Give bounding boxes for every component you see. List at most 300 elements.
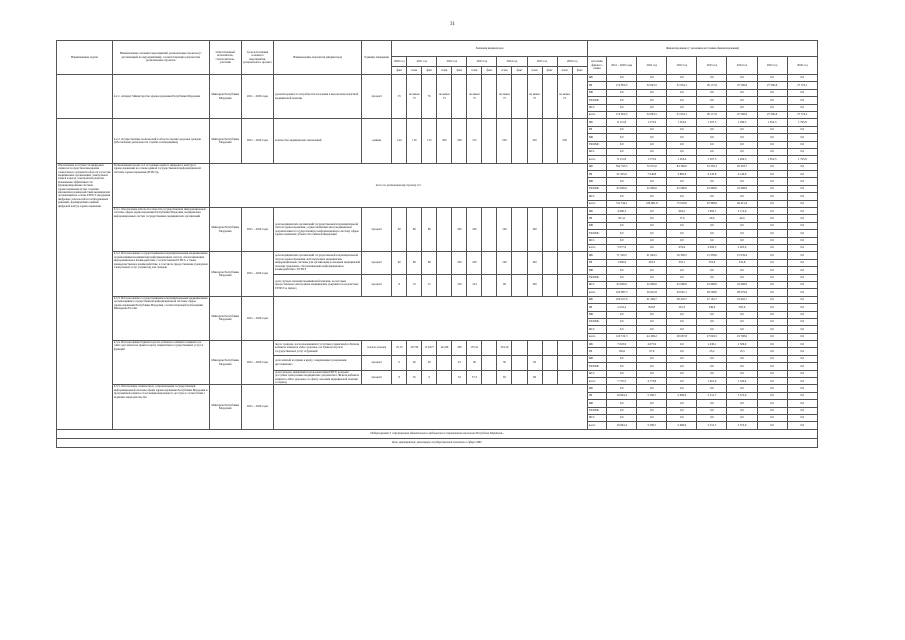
finance-value: 16 309,5: [667, 252, 697, 259]
finance-value: 0,0: [757, 296, 787, 303]
finance-value: 0,0: [787, 163, 817, 170]
finance-value: 1 506,9: [727, 341, 757, 348]
measure-cell: 4.3.3. Использование государственными и муниципальными медицинскими организациями государственной информационной системы сферы здравоохранения Республики Мордовия, соответствующей требованиям Минздрава России: [112, 296, 209, 340]
finance-value: 352,0: [697, 259, 727, 266]
executor-cell: Минздрав Республики Мордовия: [209, 385, 241, 429]
finance-value: 0,0: [697, 370, 727, 377]
source-label: всего: [587, 333, 606, 340]
source-label: ФСС: [587, 326, 606, 333]
measure-cell: 4.3.2. Использование государственными и муниципальными медицинскими организациями медицинских информационных систем, обеспечивающих информационное взаимодействие с подсистемами ЕГИСЗ, а также межведомственное взаимодействие, в том числе предоставление гражданам электронных услуг (сервисов) для граждан: [112, 252, 209, 296]
finance-value: 0,0: [727, 126, 757, 133]
header-executor: Ответственный исполнитель, соисполнитель, участник: [209, 41, 241, 75]
finance-value: 0,0: [757, 200, 787, 207]
finance-value: 0,0: [787, 230, 817, 237]
finance-value: 0,0: [787, 97, 817, 104]
finance-value: 22 998,0: [667, 185, 697, 192]
finance-value: 305,9: [727, 304, 757, 311]
finance-value: 0,0: [667, 97, 697, 104]
indicator-value: 80: [422, 208, 437, 252]
source-label: МБ: [587, 355, 606, 362]
finance-value: 0,0: [727, 355, 757, 362]
finance-value: 1 307,5: [697, 119, 727, 126]
header-fin-year: 2021 год: [637, 57, 667, 75]
finance-value: 0,0: [727, 237, 757, 244]
indicator-value: 50: [497, 355, 512, 370]
finance-value: 172 852,5: [607, 82, 637, 89]
header-term: Срок исполнения основного мероприятия, регионального проекта: [241, 41, 273, 75]
header-fact: факт: [512, 67, 527, 75]
header-fin-year: 2026 год: [787, 57, 817, 75]
finance-value: 6 245,8: [697, 171, 727, 178]
measure-cell: 4.2.2. Осуществление полномочий в области охраны здоровья граждан (Обеспечение деятельности службы телемедицины): [112, 119, 209, 163]
finance-value: 0,0: [607, 134, 637, 141]
indicator-value: 40: [422, 355, 437, 370]
finance-value: 0,0: [787, 178, 817, 185]
finance-value: 0,0: [757, 259, 787, 266]
finance-value: 17,6: [667, 215, 697, 222]
indicator-value: 220: [497, 119, 512, 163]
indicator-value: 0: [392, 355, 407, 370]
indicator-value: 52: [452, 370, 467, 385]
finance-value: 0,0: [787, 385, 817, 392]
finance-value: 0,0: [697, 89, 727, 96]
finance-value: 3 800,0: [667, 171, 697, 178]
indicator-value: 25,13: [392, 341, 407, 356]
finance-value: 0,0: [757, 267, 787, 274]
finance-value: 15 358,6: [697, 252, 727, 259]
finance-value: 0,0: [697, 141, 727, 148]
finance-value: 0,0: [787, 400, 817, 407]
finance-value: 28 667,8: [667, 333, 697, 340]
finance-value: 0,0: [787, 407, 817, 414]
finance-value: 0,0: [637, 208, 667, 215]
indicator-value: 155,31: [467, 341, 482, 356]
finance-value: 0,0: [607, 400, 637, 407]
finance-value: 0,0: [667, 134, 697, 141]
indicator-cell: доля записей на прием к врачу, совершенных гражданами дистанционно: [274, 355, 362, 370]
finance-row: [57, 296, 818, 303]
source-label: ФСС: [587, 414, 606, 421]
finance-value: 41 298,7: [637, 296, 667, 303]
finance-value: 0,0: [787, 304, 817, 311]
finance-value: 1 795,8: [787, 156, 817, 163]
finance-value: 0,0: [667, 141, 697, 148]
finance-row: [57, 385, 818, 392]
unit-cell: процент: [362, 252, 392, 274]
source-label: всего: [587, 111, 606, 118]
finance-value: 4 773,8: [637, 378, 667, 385]
finance-value: 27 566,6: [757, 111, 787, 118]
finance-value: 0,0: [757, 333, 787, 340]
finance-value: 0,0: [787, 134, 817, 141]
finance-value: 22 998,0: [667, 281, 697, 288]
finance-value: 0,0: [757, 274, 787, 281]
source-label: РБ: [587, 126, 606, 133]
finance-value: 0,0: [787, 355, 817, 362]
finance-value: 511 334,1: [607, 200, 637, 207]
indicator-value: 60: [392, 252, 407, 274]
source-label: РБ: [587, 392, 606, 399]
source-label: ТФОМС: [587, 363, 606, 370]
finance-value: 0,0: [727, 274, 757, 281]
finance-value: 0,0: [757, 208, 787, 215]
finance-value: 0,0: [727, 414, 757, 421]
indicator-cell: количество медицинских заключений: [274, 119, 362, 163]
finance-row: [57, 75, 818, 82]
finance-value: 0,0: [787, 289, 817, 296]
indicator-value: 40: [407, 355, 422, 370]
finance-value: 0,0: [607, 178, 637, 185]
indicator-value: не менее 75: [437, 75, 452, 119]
finance-value: 0,0: [637, 89, 667, 96]
header-fact: факт: [482, 67, 497, 75]
finance-value: 0,0: [727, 370, 757, 377]
indicator-value: [482, 341, 497, 356]
indicator-value: 220: [527, 119, 542, 163]
executor-cell: Минздрав Республики Мордовия: [209, 252, 241, 296]
finance-value: 0,0: [607, 141, 637, 148]
finance-value: 27 566,6: [727, 111, 757, 118]
indicator-value: 63: [527, 355, 542, 370]
finance-value: 0,0: [787, 141, 817, 148]
source-label: ФБ: [587, 75, 606, 82]
finance-value: 32 093,5: [637, 111, 667, 118]
finance-value: 0,0: [787, 333, 817, 340]
finance-value: 0,0: [787, 274, 817, 281]
finance-value: 346,0: [697, 304, 727, 311]
finance-value: 2 696,9: [667, 422, 697, 429]
indicator-value: 100: [452, 208, 467, 252]
source-label: всего: [587, 200, 606, 207]
finance-value: 0,0: [727, 178, 757, 185]
finance-value: 0,0: [697, 237, 727, 244]
indicator-value: [512, 370, 527, 385]
indicator-value: 80: [407, 252, 422, 274]
finance-value: 40,6: [697, 215, 727, 222]
finance-value: 0,0: [757, 414, 787, 421]
finance-value: 0,0: [787, 193, 817, 200]
indicator-value: 35: [407, 370, 422, 385]
finance-value: 0,0: [787, 311, 817, 318]
indicator-value: [437, 370, 452, 385]
header-row-1: [57, 41, 818, 57]
finance-value: 0,0: [757, 348, 787, 355]
executor-cell: Минздрав Республики Мордовия: [209, 296, 241, 340]
finance-row: [57, 341, 818, 348]
finance-value: 0,0: [637, 385, 667, 392]
finance-row: [57, 163, 818, 170]
finance-value: 27 162,7: [697, 296, 727, 303]
finance-value: 0,0: [607, 230, 637, 237]
indicator-value: [512, 252, 527, 274]
finance-value: 1 436,1: [697, 341, 727, 348]
indicator-value: 80: [422, 252, 437, 274]
finance-value: 0,0: [787, 267, 817, 274]
finance-value: 0,0: [697, 274, 727, 281]
finance-value: 5 077,9: [607, 244, 637, 251]
empty-indicator: [274, 296, 588, 340]
indicator-value: 84: [527, 370, 542, 385]
source-label: ФБ: [587, 208, 606, 215]
finance-value: 31 934,1: [667, 82, 697, 89]
indicator-value: 100: [527, 208, 542, 252]
header-plan: план: [437, 67, 452, 75]
finance-value: 964,2: [667, 208, 697, 215]
finance-value: 0,0: [637, 104, 667, 111]
finance-value: 0,0: [697, 148, 727, 155]
finance-value: 27 049,5: [697, 333, 727, 340]
finance-value: 0,0: [787, 126, 817, 133]
finance-value: 44 198,2: [637, 333, 667, 340]
finance-value: 27 574,1: [787, 82, 817, 89]
finance-value: 0,0: [697, 407, 727, 414]
source-label: ФСС: [587, 237, 606, 244]
finance-value: 0,0: [757, 400, 787, 407]
finance-value: 0,0: [757, 244, 787, 251]
source-label: ФБ: [587, 252, 606, 259]
finance-value: 316,8: [727, 259, 757, 266]
finance-value: 1 575,9: [637, 119, 667, 126]
indicator-value: [572, 75, 587, 119]
indicator-value: 230: [452, 119, 467, 163]
finance-value: 72 972,0: [637, 163, 667, 170]
finance-value: 0,0: [667, 355, 697, 362]
source-label: МБ: [587, 311, 606, 318]
finance-value: 0,0: [667, 370, 697, 377]
finance-value: 0,0: [697, 311, 727, 318]
finance-value: 0,0: [727, 400, 757, 407]
finance-value: 0,0: [637, 237, 667, 244]
finance-value: 0,0: [757, 378, 787, 385]
source-label: всего: [587, 378, 606, 385]
indicator-value: [482, 119, 497, 163]
finance-value: 2 696,9: [667, 392, 697, 399]
finance-value: 0,0: [757, 148, 787, 155]
finance-value: 0,0: [787, 363, 817, 370]
finance-value: 0,0: [757, 215, 787, 222]
indicator-value: [572, 355, 587, 370]
task-cell: Обеспечение доступности цифровых сервисов посредством внедрения электронного документооборота и участие медицинских организаций, электронной записи к врачу, электронной рецепты. Повышение эффективности функционирования системы здравоохранения путем создания механизмов взаимодействия медицинских организаций на основе ЕГИСЗ, внедрения цифровых технологий и платформенных решений, формирующих единый цифровой контур здравоохранения: [57, 163, 113, 429]
finance-value: 0,0: [607, 355, 637, 362]
empty-indicator: [274, 385, 588, 429]
indicator-value: [557, 341, 572, 356]
header-plan: план: [527, 67, 542, 75]
finance-value: 0,0: [667, 378, 697, 385]
finance-value: 0,0: [697, 104, 727, 111]
finance-value: 0,0: [607, 318, 637, 325]
indicator-value: [512, 119, 527, 163]
header-year: 2021 год: [407, 57, 437, 67]
finance-value: 0,0: [637, 400, 667, 407]
finance-row: [57, 119, 818, 126]
finance-value: 291,3: [667, 304, 697, 311]
finance-value: 0,0: [787, 348, 817, 355]
finance-value: 0,0: [757, 126, 787, 133]
indicator-value: [527, 341, 542, 356]
indicator-value: [512, 355, 527, 370]
finance-value: 0,0: [697, 385, 727, 392]
indicator-value: [542, 208, 557, 252]
header-year: 2024 год: [497, 57, 527, 67]
finance-value: 0,0: [667, 89, 697, 96]
finance-value: 0,0: [637, 215, 667, 222]
indicator-value: [482, 208, 497, 252]
finance-value: 2 174,9: [727, 208, 757, 215]
finance-value: 1 318,4: [667, 119, 697, 126]
task-cell: [57, 75, 113, 119]
indicator-cell: доля случаев оказания медицинской помощи, по которым предоставлены электронные медицинские документы в подсистему ЕГИСЗ за период: [274, 274, 362, 296]
indicator-value: не менее 75: [407, 75, 422, 119]
finance-value: 0,0: [757, 326, 787, 333]
indicator-value: [557, 370, 572, 385]
finance-value: 1 299,3: [727, 156, 757, 163]
finance-value: 44,6: [727, 215, 757, 222]
finance-value: 0,0: [727, 104, 757, 111]
finance-value: 0,0: [727, 385, 757, 392]
finance-value: 0,0: [607, 237, 637, 244]
finance-value: 95 606,0: [607, 281, 637, 288]
unit-cell: процент: [362, 274, 392, 296]
term-cell: 2021 – 2026 годы: [241, 341, 273, 385]
finance-value: 0,0: [637, 267, 667, 274]
header-plan: план: [407, 67, 422, 75]
finance-value: 1 520,4: [727, 378, 757, 385]
finance-value: 0,0: [667, 318, 697, 325]
finance-value: 0,0: [697, 414, 727, 421]
finance-value: 0,0: [757, 341, 787, 348]
indicator-cell: доля граждан, являющихся пользователями ЕПГУ, которым доступны электронные медицинские документы в Личном кабинете пациента «Мое здоровье» по факту оказания медицинской помощи за период: [274, 370, 362, 385]
indicator-value: [437, 208, 452, 252]
finance-value: 28 508,0: [697, 289, 727, 296]
source-label: ФБ: [587, 385, 606, 392]
indicator-value: 65: [497, 370, 512, 385]
indicator-value: [542, 252, 557, 274]
indicator-cell: число граждан, воспользовавшихся услугами (сервисами) в Личном кабинете пациента «Мое здоровье» на Едином портале государственных услуг и функций: [274, 341, 362, 356]
finance-value: 0,0: [667, 237, 697, 244]
finance-value: 0,0: [637, 326, 667, 333]
header-year: 2023 год: [467, 57, 497, 67]
finance-value: 0,0: [637, 318, 667, 325]
finance-value: 169 087,5: [607, 289, 637, 296]
finance-value: 0,0: [727, 363, 757, 370]
finance-value: 0,0: [697, 318, 727, 325]
header-year: 2026 год: [557, 57, 587, 67]
finance-value: 1 652,5: [757, 156, 787, 163]
finance-value: 0,0: [787, 281, 817, 288]
finance-value: 0,0: [787, 89, 817, 96]
header-fact: факт: [422, 67, 437, 75]
finance-value: 0,0: [787, 237, 817, 244]
source-label: РБ: [587, 215, 606, 222]
finance-value: 136,6: [607, 348, 637, 355]
finance-value: 0,0: [757, 289, 787, 296]
indicator-value: [482, 355, 497, 370]
finance-value: 0,0: [667, 341, 697, 348]
source-label: МБ: [587, 267, 606, 274]
finance-value: 67 998,6: [697, 200, 727, 207]
finance-value: 0,0: [727, 148, 757, 155]
finance-value: 0,0: [757, 222, 787, 229]
finance-value: 1 461,4: [697, 378, 727, 385]
header-finance: Финансирование (с указанием источника финансирования): [587, 41, 817, 57]
finance-value: 0,0: [637, 414, 667, 421]
header-fin-year: 2023 год: [697, 57, 727, 75]
finance-value: 27 566,6: [757, 82, 787, 89]
finance-value: 0,0: [757, 89, 787, 96]
finance-value: 0,0: [697, 193, 727, 200]
indicator-value: [512, 75, 527, 119]
indicator-value: 43: [452, 355, 467, 370]
indicator-value: 100: [467, 208, 482, 252]
finance-value: 0,0: [607, 370, 637, 377]
task-cell: [57, 119, 113, 163]
header-values: Значения индикаторов: [392, 41, 588, 57]
indicator-value: 51: [422, 274, 437, 296]
finance-value: 2 254,4: [607, 304, 637, 311]
finance-value: 27 574,1: [787, 111, 817, 118]
source-label: РБ: [587, 82, 606, 89]
finance-value: 0,0: [667, 75, 697, 82]
source-label: всего: [587, 289, 606, 296]
unit-cell: процент: [362, 208, 392, 252]
finance-value: 0,0: [697, 230, 727, 237]
executor-cell: Минздрав Республики Мордовия: [209, 119, 241, 163]
source-label: всего: [587, 422, 606, 429]
header-fin-year: 2024 год: [727, 57, 757, 75]
header-plan: план: [557, 67, 572, 75]
source-label: ФСС: [587, 281, 606, 288]
finance-value: 0,0: [667, 311, 697, 318]
finance-value: 0,0: [607, 89, 637, 96]
indicator-value: 200: [437, 119, 452, 163]
finance-value: 0,0: [607, 75, 637, 82]
indicator-value: [542, 370, 557, 385]
finance-value: 293,3: [637, 259, 667, 266]
source-label: ТФОМС: [587, 185, 606, 192]
indicator-value: 119: [407, 119, 422, 163]
finance-value: 31 934,1: [667, 111, 697, 118]
finance-value: 0,0: [667, 267, 697, 274]
header-fact: факт: [542, 67, 557, 75]
finance-value: 0,0: [787, 215, 817, 222]
finance-value: 0,0: [757, 370, 787, 377]
source-label: ФСС: [587, 148, 606, 155]
header-fin-year: 2021 – 2026 годы: [607, 57, 637, 75]
indicator-value: не менее 75: [497, 75, 512, 119]
unit-cell: процент: [362, 75, 392, 119]
goal-row: [57, 438, 818, 447]
finance-value: 0,0: [787, 318, 817, 325]
indicator-value: [437, 252, 452, 274]
source-label: РБ: [587, 259, 606, 266]
finance-value: 0,0: [727, 326, 757, 333]
finance-value: 0,0: [787, 259, 817, 266]
indicator-value: 144: [392, 119, 407, 163]
source-label: ФБ: [587, 119, 606, 126]
finance-value: 0,0: [637, 134, 667, 141]
indicator-cell: доля медицинских организаций государственной и муниципальной систем здравоохранения, использующих медицинские информационные системы для организации и оказания медицинской помощи гражданам, обеспечивающих информационное взаимодействие с ЕГИСЗ: [274, 252, 362, 274]
finance-value: 0,0: [637, 222, 667, 229]
finance-value: 0,0: [787, 378, 817, 385]
finance-value: 0,0: [727, 267, 757, 274]
indicator-value: 8: [392, 370, 407, 385]
finance-value: 4 675,9: [637, 341, 667, 348]
indicator-value: [452, 75, 467, 119]
finance-value: 0,0: [667, 407, 697, 414]
finance-value: 0,0: [697, 134, 727, 141]
finance-value: 0,0: [727, 75, 757, 82]
finance-value: 29 061,1: [667, 289, 697, 296]
